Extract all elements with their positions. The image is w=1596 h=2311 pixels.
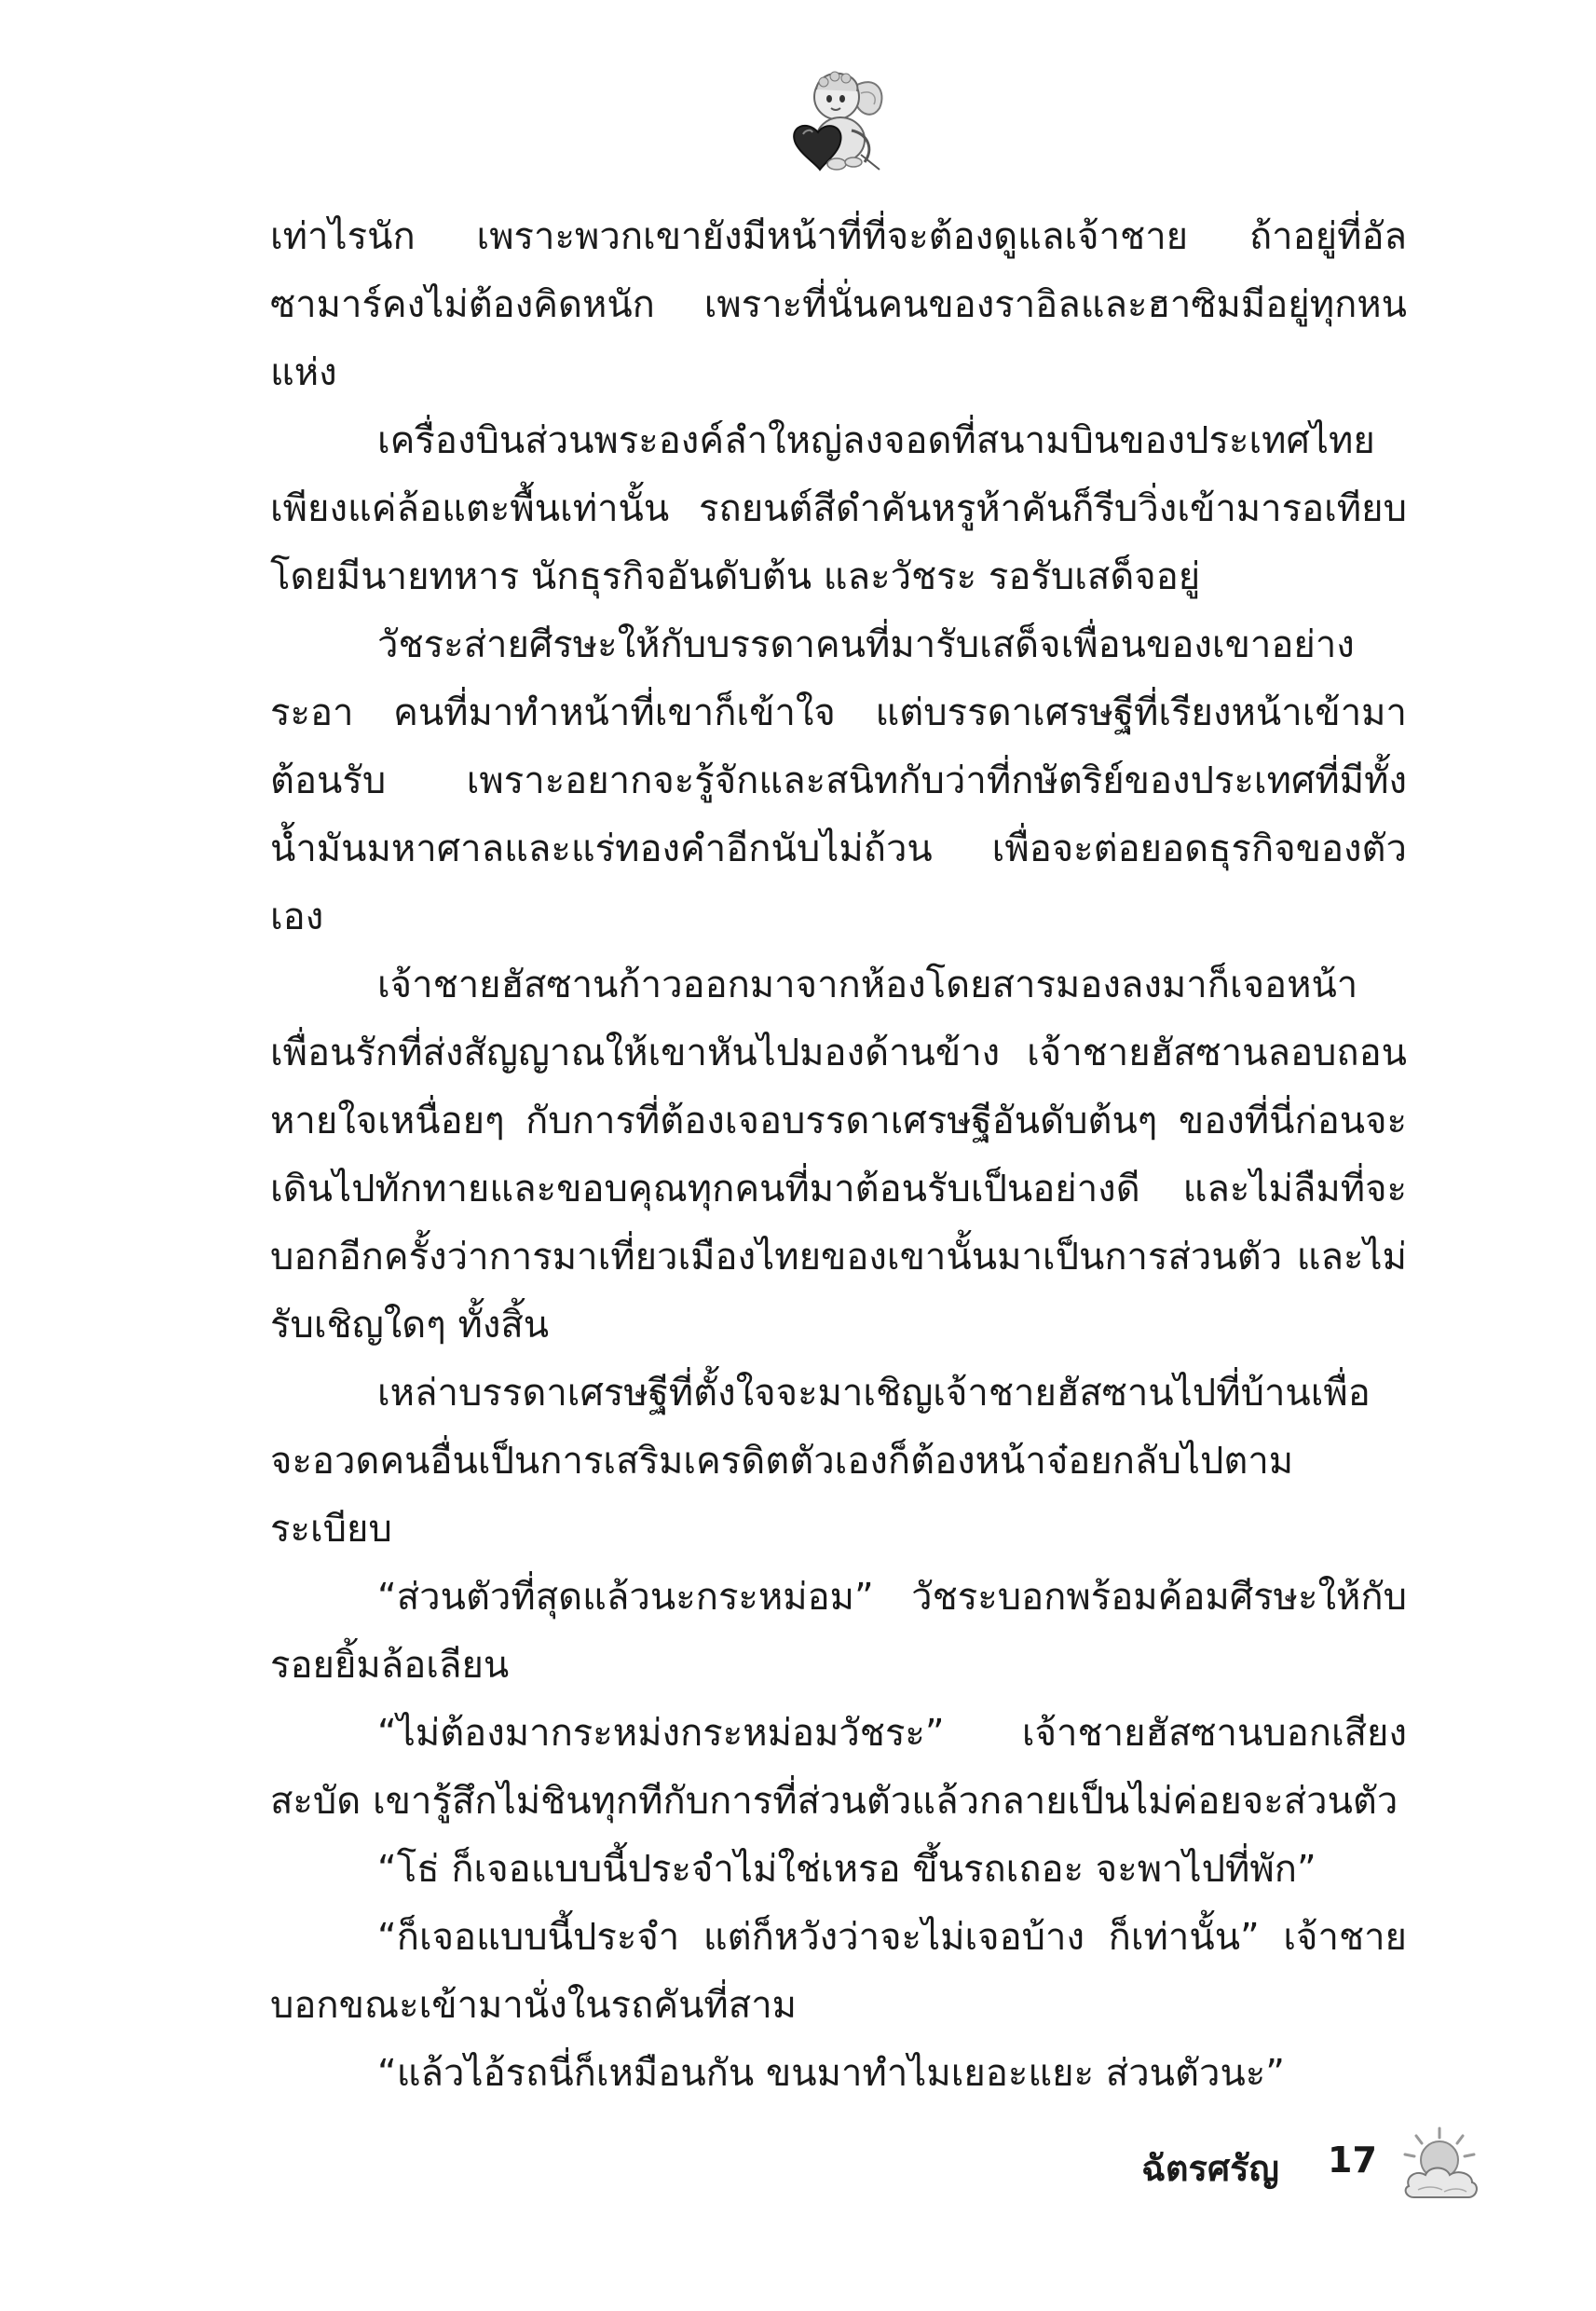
paragraph: “ก็เจอแบบนี้ประจำ แต่ก็หวังว่าจะไม่เจอบ้าง ก็เท่านั้น” เจ้าชายบอกขณะเข้ามานั่งในรถคันที่สาม — [270, 1916, 1407, 2027]
paragraph: “แล้วไอ้รถนี่ก็เหมือนกัน ขนมาทำไมเยอะแยะ ส่วนตัวนะ” — [377, 2052, 1286, 2095]
paragraph: เจ้าชายฮัสซานก้าวออกมาจากห้องโดยสารมองลงมาก็เจอหน้าเพื่อนรักที่ส่งสัญญาณให้เขาหันไปมองด้านข้าง เจ้าชายฮัสซานลอบถอนหายใจเหนื่อยๆ กับการที่ต้องเจอบรรดาเศรษฐีอันดับต้นๆ ของที่นี่ก่อนจะเดินไปทักทายและขอบคุณทุกคนที่มาต้อนรับเป็นอย่างดี และไม่ลืมที่จะบอกอีกครั้งว่าการมาเที่ยวเมืองไทยของเขานั้นมาเป็นการส่วนตัว และไม่รับเชิญใดๆ ทั้งสิ้น — [270, 964, 1407, 1347]
paragraph: เท่าไรนัก เพราะพวกเขายังมีหน้าที่ที่จะต้องดูแลเจ้าชาย ถ้าอยู่ที่อัลซามาร์คงไม่ต้องคิดหนัก เพราะที่นั่นคนของราอิลและฮาซิมมีอยู่ทุกหนแห่ง — [270, 215, 1407, 394]
page-footer — [1044, 2125, 1453, 2218]
author-name: ฉัตรศรัญ — [1141, 2148, 1279, 2189]
page-body — [270, 203, 1407, 2108]
paragraph: “โธ่ ก็เจอแบบนี้ประจำไม่ใช่เหรอ ขึ้นรถเถอะ จะพาไปที่พัก” — [377, 1848, 1316, 1891]
sun-cloud-icon — [1398, 2125, 1481, 2208]
paragraph: เหล่าบรรดาเศรษฐีที่ตั้งใจจะมาเชิญเจ้าชายฮัสซานไปที่บ้านเพื่อจะอวดคนอื่นเป็นการเสริมเครดิตตัวเองก็ต้องหน้าจ๋อยกลับไปตามระเบียบ — [270, 1372, 1371, 1551]
paragraph: วัชระส่ายศีรษะให้กับบรรดาคนที่มารับเสด็จเพื่อนของเขาอย่างระอา คนที่มาทำหน้าที่เขาก็เข้าใจ แต่บรรดาเศรษฐีที่เรียงหน้าเข้ามาต้อนรับ เพราะอยากจะรู้จักและสนิทกับว่าที่กษัตริย์ของประเทศที่มีทั้งน้ำมันมหาศาลและแร่ทองคำอีกนับไม่ถ้วน เพื่อจะต่อยอดธุรกิจของตัวเอง — [270, 623, 1407, 938]
cupid-with-heart-icon — [783, 65, 894, 177]
paragraph: “ไม่ต้องมากระหม่งกระหม่อมวัชระ” เจ้าชายฮัสซานบอกเสียงสะบัด เขารู้สึกไม่ชินทุกทีกับการที่ส่วนตัวแล้วกลายเป็นไม่ค่อยจะส่วนตัว — [270, 1712, 1407, 1823]
page-number: 17 — [1328, 2140, 1377, 2181]
paragraph: “ส่วนตัวที่สุดแล้วนะกระหม่อม” วัชระบอกพร้อมค้อมศีรษะให้กับรอยยิ้มล้อเลียน — [270, 1576, 1407, 1687]
paragraph: เครื่องบินส่วนพระองค์ลำใหญ่ลงจอดที่สนามบินของประเทศไทยเพียงแค่ล้อแตะพื้นเท่านั้น รถยนต์สีดำคันหรูห้าคันก็รีบวิ่งเข้ามารอเทียบโดยมีนายทหาร นักธุรกิจอันดับต้น และวัชระ รอรับเสด็จอยู่ — [270, 419, 1407, 598]
